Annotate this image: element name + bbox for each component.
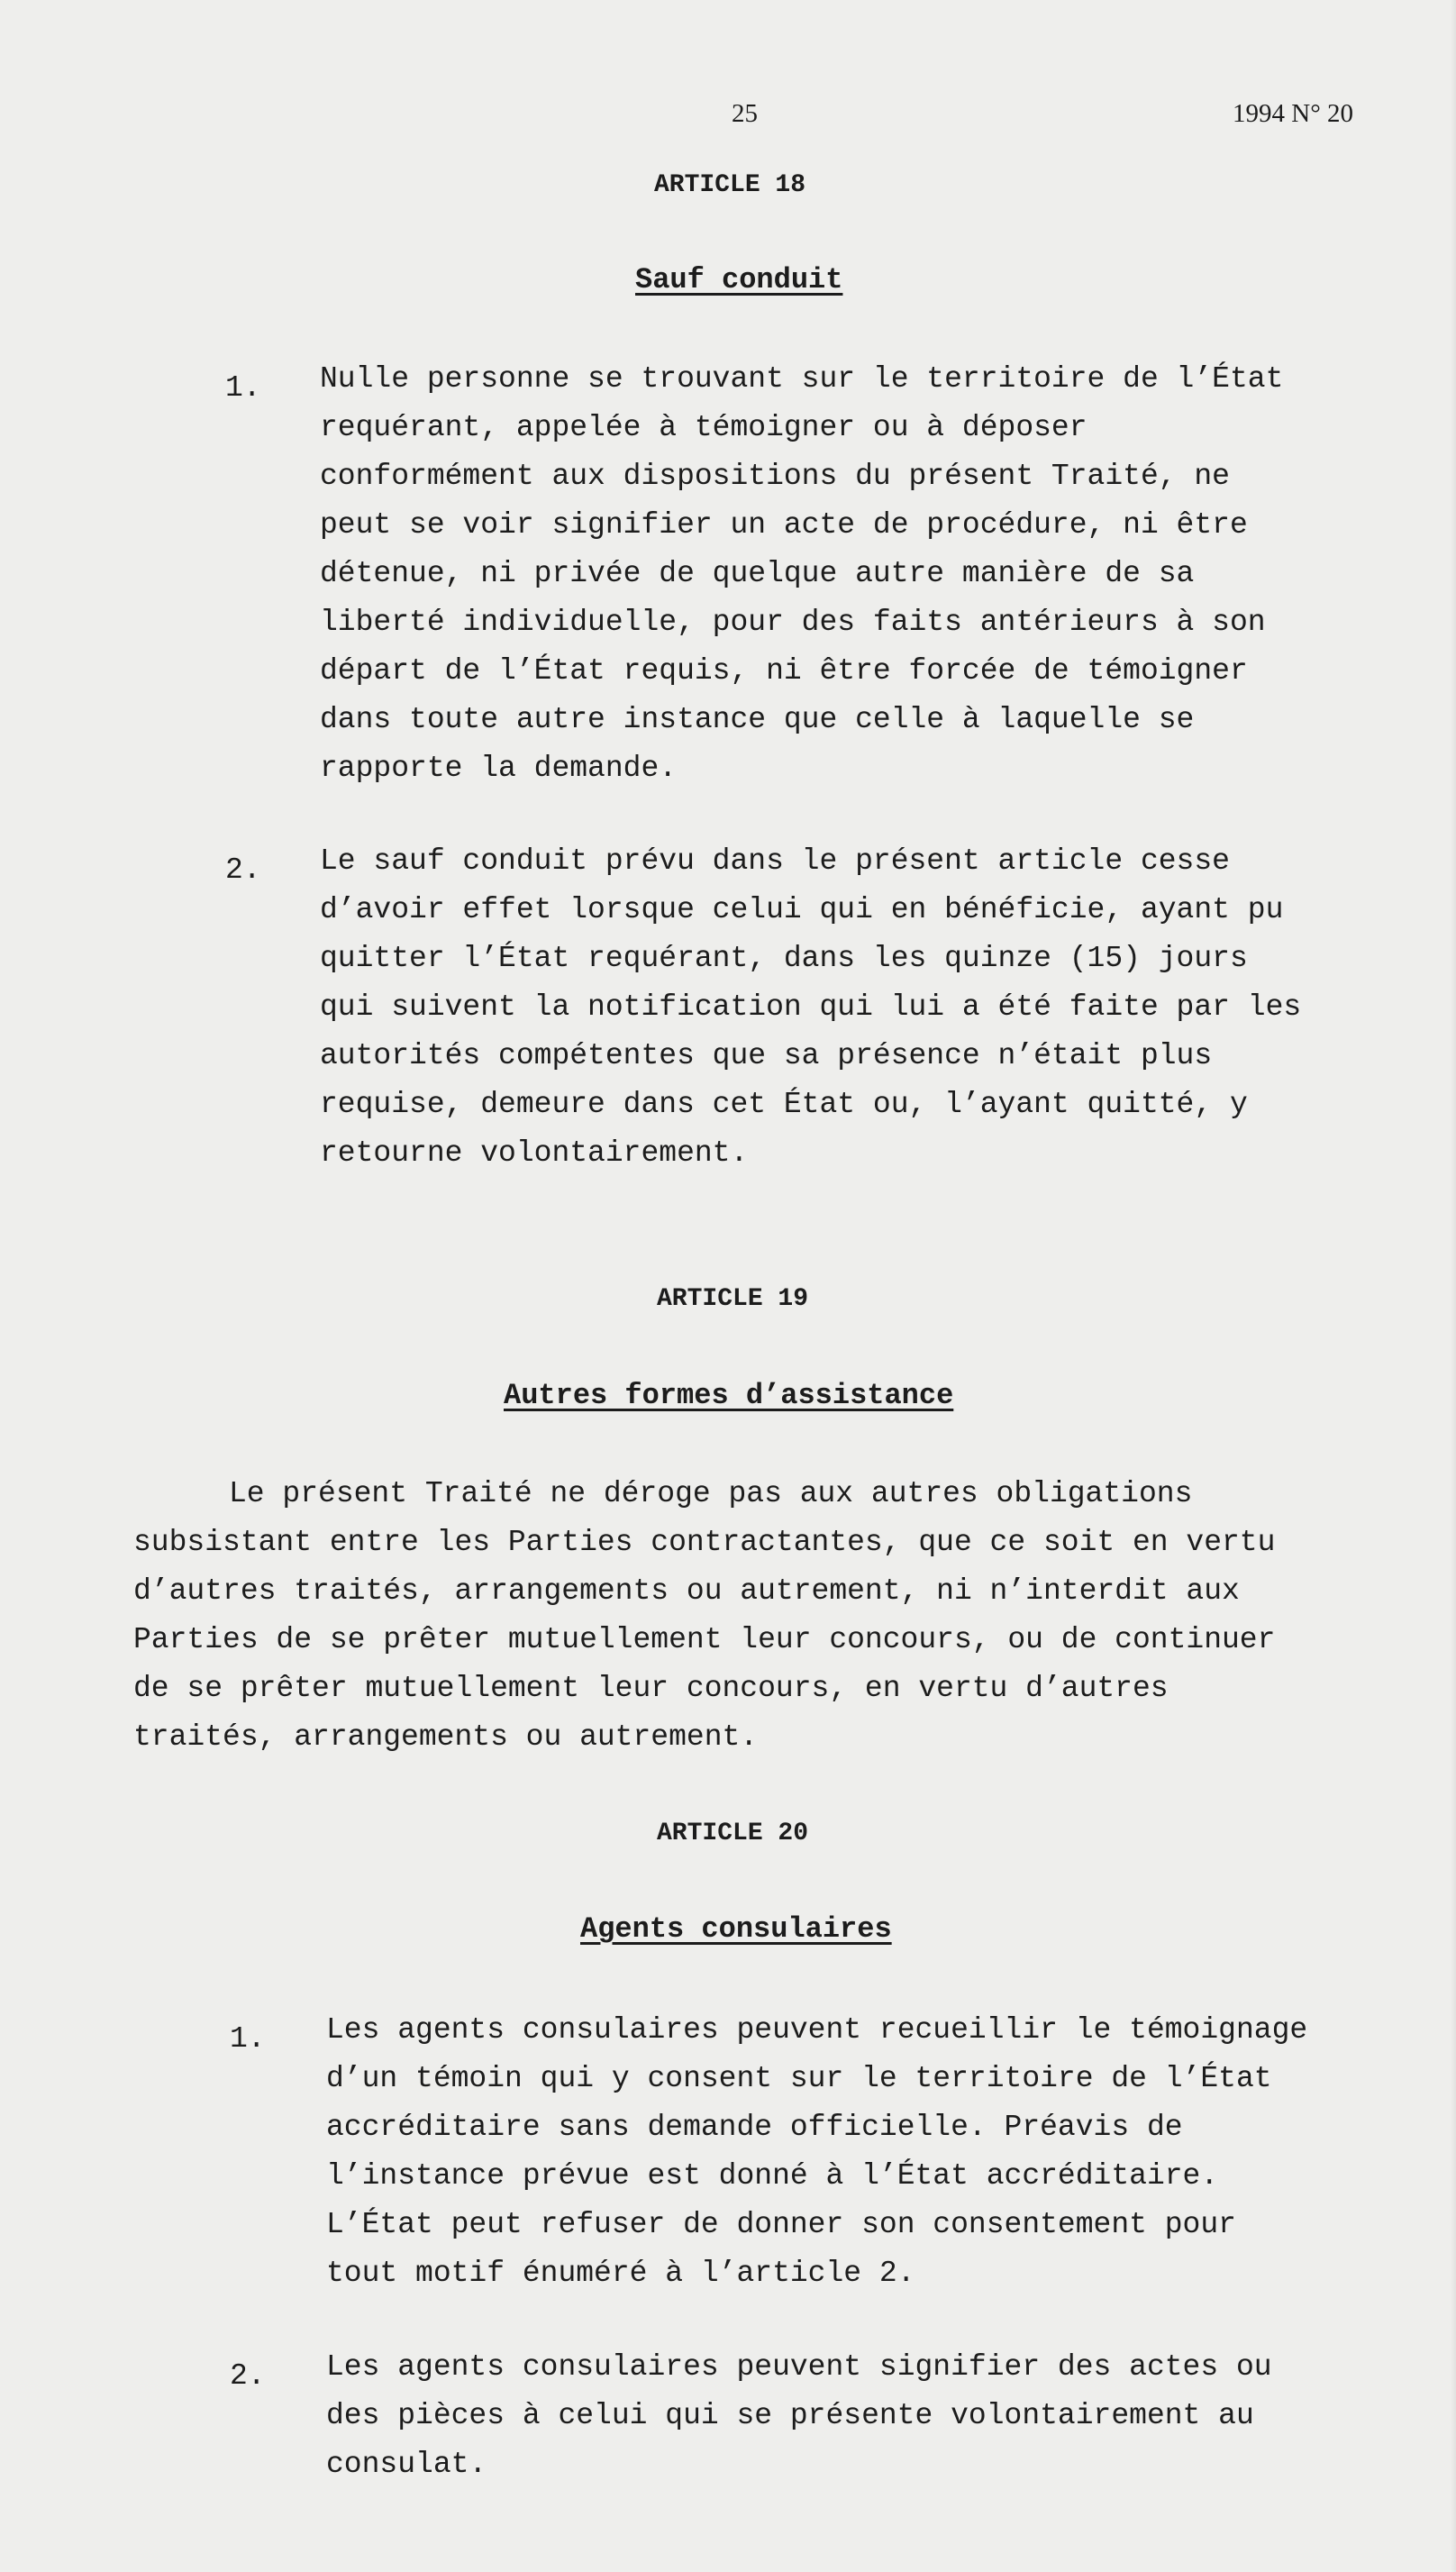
text-line: requérant, appelée à témoigner ou à déposer [320,411,1087,444]
text-line: tout motif énuméré à l’article 2. [326,2257,915,2290]
text-line: conformément aux dispositions du présent Traité, ne [320,460,1230,493]
text-line: subsistant entre les Parties contractantes, que ce soit en vertu [133,1526,1276,1559]
article-19-title: ARTICLE 19 [657,1285,809,1313]
text-line: détenue, ni privée de quelque autre manière de sa [320,557,1195,590]
text-line: Le présent Traité ne déroge pas aux autres obligations [229,1477,1193,1510]
issue-number: 1994 N° 20 [1233,99,1354,128]
text-line: des pièces à celui qui se présente volontairement au [326,2399,1254,2432]
text-line: qui suivent la notification qui lui a été faite par les [320,990,1302,1024]
article-19-text [133,1470,1275,1762]
article-20-item-2-text [326,2343,1272,2489]
text-line: de se prêter mutuellement leur concours, en vertu d’autres [133,1672,1169,1705]
text-line: peut se voir signifier un acte de procédure, ni être [320,508,1248,542]
text-line: Le sauf conduit prévu dans le présent article cesse [320,844,1230,878]
article-19-subtitle: Autres formes d’assistance [504,1379,954,1412]
page-number: 25 [732,99,758,128]
scan-edge-shadow [1451,0,1456,2572]
text-line: Nulle personne se trouvant sur le territoire de l’État [320,362,1284,396]
article-20-item-2-number: 2. [230,2359,266,2393]
text-line: quitter l’État requérant, dans les quinze (15) jours [320,942,1248,975]
text-line: d’autres traités, arrangements ou autrement, ni n’interdit aux [133,1574,1240,1608]
article-20-title: ARTICLE 20 [657,1820,809,1847]
text-line: départ de l’État requis, ni être forcée de témoigner [320,654,1248,688]
text-line: liberté individuelle, pour des faits antérieurs à son [320,606,1266,639]
article-18-item-2-text [320,837,1301,1178]
article-18-item-1-text [320,355,1283,793]
text-line: requise, demeure dans cet État ou, l’ayant quitté, y [320,1088,1248,1121]
article-20-item-1-number: 1. [230,2022,266,2056]
text-line: dans toute autre instance que celle à laquelle se [320,703,1195,736]
text-line: Parties de se prêter mutuellement leur concours, ou de continuer [133,1623,1276,1656]
text-line: rapporte la demande. [320,752,678,785]
article-20-item-1-text [326,2006,1307,2298]
text-line: consulat. [326,2448,487,2481]
text-line: accréditaire sans demande officielle. Préavis de [326,2111,1183,2144]
text-line: d’avoir effet lorsque celui qui en bénéficie, ayant pu [320,893,1284,926]
text-line: l’instance prévue est donné à l’État accréditaire. [326,2159,1219,2193]
text-line: L’État peut refuser de donner son consentement pour [326,2208,1236,2241]
article-18-subtitle: Sauf conduit [635,263,843,296]
text-line: d’un témoin qui y consent sur le territoire de l’État [326,2062,1272,2095]
article-18-title: ARTICLE 18 [654,171,806,199]
article-20-subtitle: Agents consulaires [580,1912,892,1946]
text-line: Les agents consulaires peuvent signifier des actes ou [326,2350,1272,2384]
text-line: retourne volontairement. [320,1136,749,1170]
article-18-item-1-number: 1. [225,371,261,405]
article-18-item-2-number: 2. [225,853,261,887]
text-line: autorités compétentes que sa présence n’était plus [320,1039,1213,1072]
text-line: traités, arrangements ou autrement. [133,1720,759,1754]
text-line: Les agents consulaires peuvent recueillir le témoignage [326,2013,1308,2047]
